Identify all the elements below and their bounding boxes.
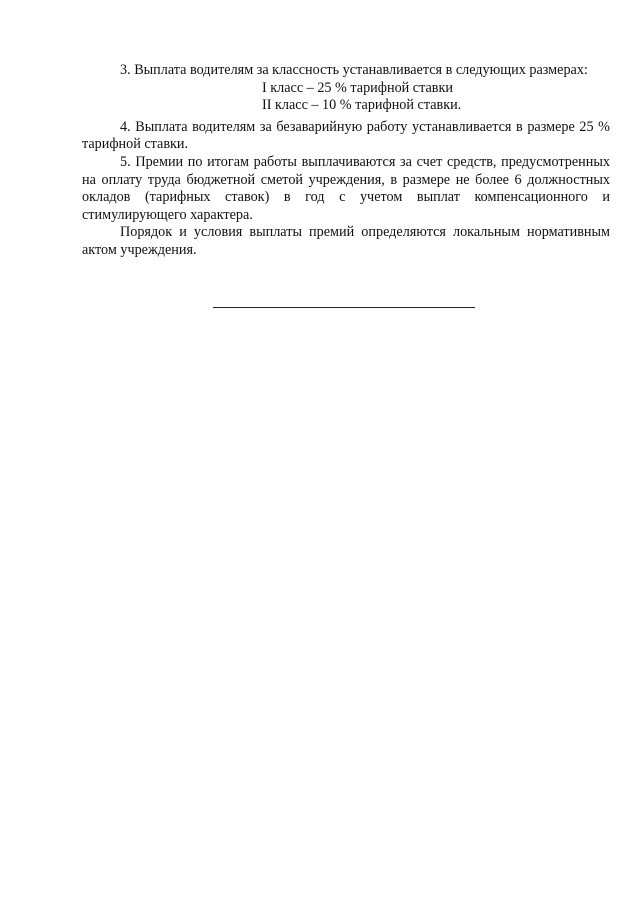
paragraph-class-payment: 3. Выплата водителям за классность устанавливается в следующих размерах: (120, 62, 588, 78)
document-body (82, 62, 610, 260)
class-list-item-2: II класс – 10 % тарифной ставки. (262, 97, 462, 114)
paragraph-accident-free-payment: 4. Выплата водителям за безаварийную работу устанавливается в размере 25 % тарифной ставки. (82, 118, 610, 153)
paragraph-bonuses: 5. Премии по итогам работы выплачиваются за счет средств, предусмотренных на оплату труда бюджетной сметой учреждения, в размере не более 6 должностных окладов (тарифных ставок) в год с учетом выплат компенсационного и стимулирующего характера. (82, 153, 610, 223)
end-rule (213, 307, 475, 308)
paragraph-bonus-procedure: Порядок и условия выплаты премий определяются локальным нормативным актом учреждения. (82, 224, 610, 258)
class-list (82, 80, 610, 115)
class-list-item-1: I класс – 25 % тарифной ставки (262, 79, 453, 96)
